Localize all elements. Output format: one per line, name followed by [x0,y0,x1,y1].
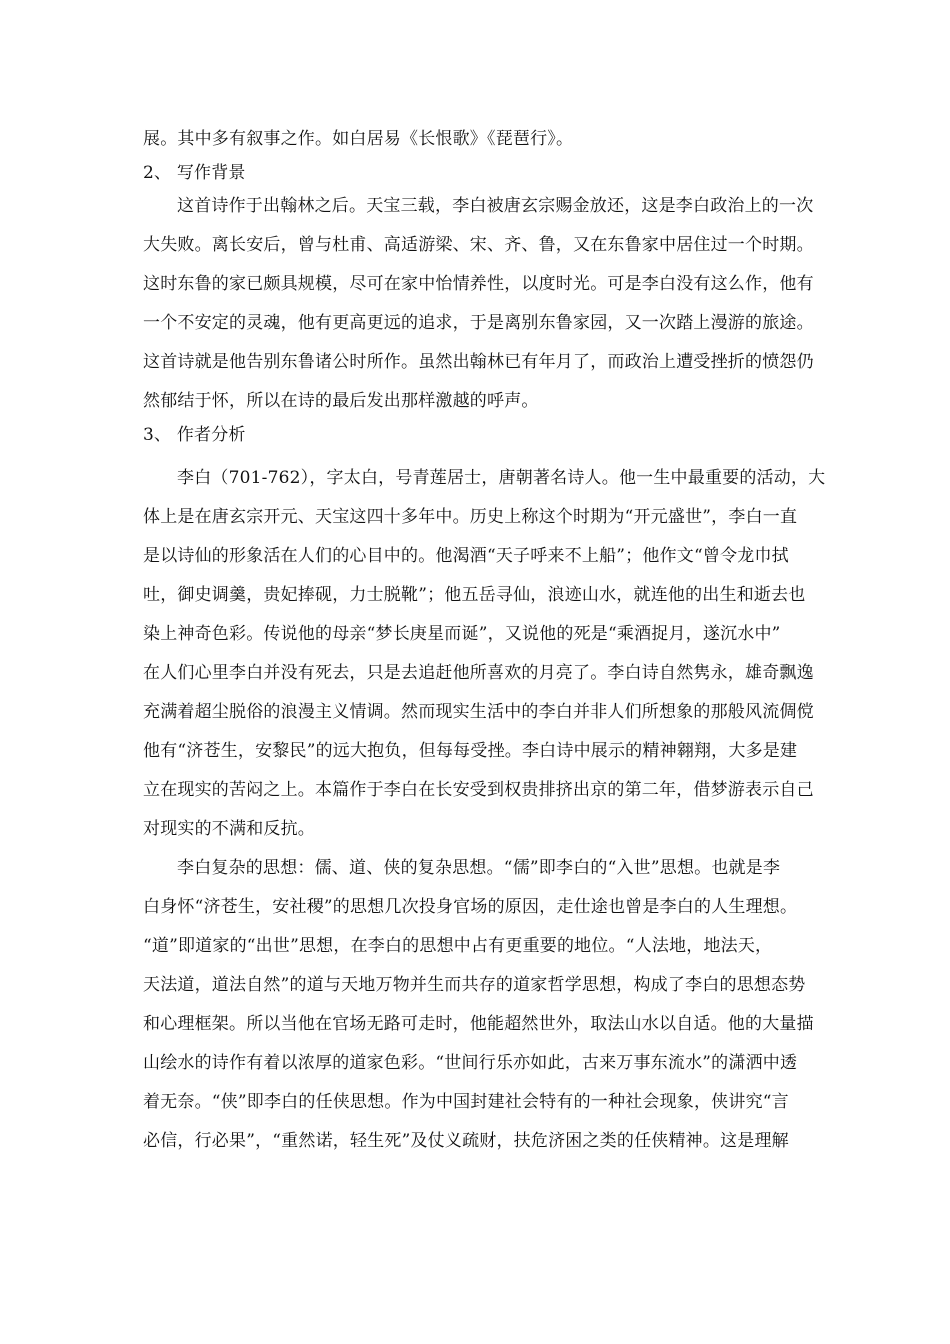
text-line: 吐，御史调羹，贵妃捧砚，力士脱靴”；他五岳寻仙，浪迹山水，就连他的出生和逝去也 [143,585,806,605]
text-line: 这首诗就是他告别东鲁诸公时所作。虽然出翰林已有年月了，而政治上遭受挫折的愤怨仍 [143,352,814,372]
text-line: 着无奈。“侠”即李白的任侠思想。作为中国封建社会特有的一种社会现象，侠讲究“言 [143,1092,789,1112]
text-line: 白身怀“济苍生，安社稷”的思想几次投身官场的原因，走仕途也曾是李白的人生理想。 [143,897,798,917]
text-line: 这时东鲁的家已颇具规模，尽可在家中怡情养性，以度时光。可是李白没有这么作，他有 [143,274,814,294]
paragraph-start: 这首诗作于出翰林之后。天宝三载，李白被唐玄宗赐金放还，这是李白政治上的一次 [177,196,814,216]
paragraph-start: 李白（701-762），字太白，号青莲居士，唐朝著名诗人。他一生中最重要的活动，大 [177,468,826,488]
text-line: 和心理框架。所以当他在官场无路可走时，他能超然世外，取法山水以自适。他的大量描 [143,1014,814,1034]
paragraph-start: 李白复杂的思想：儒、道、侠的复杂思想。“儒”即李白的“入世”思想。也就是李 [177,858,781,878]
text-line: 充满着超尘脱俗的浪漫主义情调。然而现实生活中的李白并非人们所想象的那般风流倜傥 [143,702,814,722]
section-heading-author: 3、 作者分析 [143,425,246,445]
text-line: “道”即道家的“出世”思想，在李白的思想中占有更重要的地位。“人法地，地法天， [143,936,773,956]
text-line: 在人们心里李白并没有死去，只是去追赶他所喜欢的月亮了。李白诗自然隽永，雄奇飘逸 [143,663,814,683]
text-line: 对现实的不满和反抗。 [143,819,315,839]
text-line: 他有“济苍生，安黎民”的远大抱负，但每每受挫。李白诗中展示的精神翱翔，大多是建 [143,741,798,761]
text-line: 天法道，道法自然”的道与天地万物并生而共存的道家哲学思想，构成了李白的思想态势 [143,975,806,995]
section-heading-background: 2、 写作背景 [143,163,246,183]
text-line: 染上神奇色彩。传说他的母亲“梦长庚星而诞”，又说他的死是“乘酒捉月，遂沉水中” [143,624,781,644]
text-line: 体上是在唐玄宗开元、天宝这四十多年中。历史上称这个时期为“开元盛世”，李白一直 [143,507,798,527]
text-line: 一个不安定的灵魂，他有更高更远的追求，于是离别东鲁家园，又一次踏上漫游的旅途。 [143,313,814,333]
text-line: 山绘水的诗作有着以浓厚的道家色彩。“世间行乐亦如此，古来万事东流水”的潇洒中透 [143,1053,798,1073]
text-line: 必信，行必果”，“重然诺，轻生死”及仗义疏财，扶危济困之类的任侠精神。这是理解 [143,1131,789,1151]
text-line: 大失败。离长安后，曾与杜甫、高适游梁、宋、齐、鲁，又在东鲁家中居住过一个时期。 [143,235,814,255]
text-line: 立在现实的苦闷之上。本篇作于李白在长安受到权贵排挤出京的第二年，借梦游表示自己 [143,780,814,800]
text-line: 展。其中多有叙事之作。如白居易《长恨歌》《琵琶行》。 [143,129,574,149]
text-line: 是以诗仙的形象活在人们的心目中的。他渴酒“天子呼来不上船”；他作文“曾令龙巾拭 [143,546,789,566]
text-line: 然郁结于怀，所以在诗的最后发出那样激越的呼声。 [143,391,539,411]
